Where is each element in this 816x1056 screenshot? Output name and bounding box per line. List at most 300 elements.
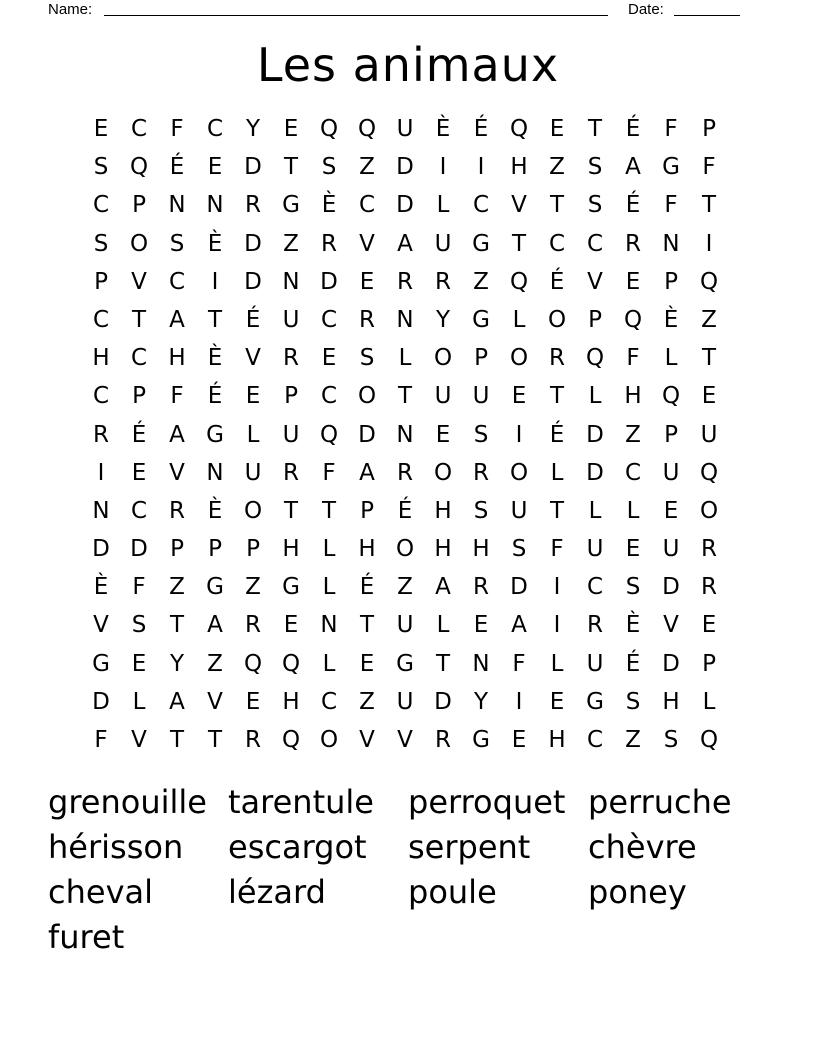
grid-cell: H [358,536,376,563]
grid-cell: H [662,688,680,715]
grid-cell: E [511,383,527,410]
grid-cell: O [509,345,529,372]
word-list-item: escargot [228,828,367,866]
grid-cell: D [244,268,262,295]
grid-cell: E [131,650,147,677]
grid-cell: S [131,612,147,639]
grid-cell: V [131,268,147,295]
grid-cell: A [435,574,451,601]
grid-cell: Z [625,421,641,448]
grid-cell: G [586,688,604,715]
grid-cell: É [131,421,147,448]
grid-cell: R [473,574,489,601]
grid-cell: E [511,727,527,753]
grid-row [82,110,728,148]
grid-cell: U [396,116,414,142]
grid-cell: L [322,650,336,677]
grid-cell: T [549,192,565,219]
grid-cell: L [322,536,336,563]
grid-cell: T [283,497,299,524]
grid-cell: U [282,306,300,333]
grid-cell: C [586,230,604,257]
grid-row [82,339,728,377]
grid-cell: L [664,345,678,372]
word-list-item: hérisson [48,828,184,866]
word-list-item: perroquet [408,783,566,821]
grid-cell: L [512,306,526,333]
grid-cell: S [93,230,109,257]
grid-cell: V [359,727,375,753]
grid-cell: R [435,727,451,753]
grid-cell: R [283,459,299,486]
grid-cell: È [435,116,451,142]
grid-cell: R [701,536,717,563]
grid-cell: F [512,650,526,677]
grid-cell: T [207,306,223,333]
grid-cell: I [705,230,713,257]
grid-row [82,225,728,263]
grid-cell: I [553,574,561,601]
grid-cell: U [396,612,414,639]
grid-cell: R [701,574,717,601]
grid-cell: Q [281,650,301,677]
grid-row [82,186,728,224]
grid-cell: G [206,421,224,448]
grid-cell: C [586,574,604,601]
grid-cell: T [549,383,565,410]
grid-cell: R [397,459,413,486]
grid-cell: P [284,383,298,410]
grid-cell: D [396,154,414,181]
grid-cell: S [473,497,489,524]
grid-cell: É [397,497,413,524]
grid-cell: Y [473,688,489,715]
grid-cell: I [211,268,219,295]
grid-cell: Q [129,154,149,181]
grid-cell: C [206,116,224,142]
grid-cell: É [245,306,261,333]
grid-row [82,530,728,568]
grid-cell: D [244,230,262,257]
letter-grid [82,110,728,759]
grid-cell: Z [549,154,565,181]
grid-cell: E [321,345,337,372]
grid-cell: É [473,116,489,142]
grid-cell: C [130,116,148,142]
grid-cell: E [245,688,261,715]
grid-cell: A [207,612,223,639]
grid-row [82,492,728,530]
grid-cell: È [207,230,223,257]
grid-cell: D [662,574,680,601]
grid-cell: A [359,459,375,486]
grid-cell: L [588,383,602,410]
grid-cell: Q [319,421,339,448]
grid-cell: E [359,650,375,677]
grid-cell: C [92,383,110,410]
grid-cell: C [358,192,376,219]
grid-cell: H [624,383,642,410]
grid-cell: Z [397,574,413,601]
grid-row [82,568,728,606]
grid-cell: D [586,459,604,486]
grid-cell: N [92,497,110,524]
grid-cell: F [322,459,336,486]
grid-cell: U [434,230,452,257]
grid-cell: F [626,345,640,372]
grid-cell: N [206,459,224,486]
date-label: Date: [628,1,664,18]
grid-row [82,683,728,721]
grid-cell: G [282,192,300,219]
grid-cell: È [207,345,223,372]
name-label: Name: [48,1,93,18]
grid-cell: O [319,727,339,753]
grid-cell: Q [623,306,643,333]
grid-cell: R [549,345,565,372]
grid-cell: F [170,383,184,410]
grid-cell: P [664,268,678,295]
grid-cell: C [586,727,604,753]
grid-cell: R [473,459,489,486]
grid-cell: L [132,688,146,715]
grid-cell: R [169,497,185,524]
grid-cell: I [477,154,485,181]
grid-row [82,148,728,186]
grid-cell: E [131,459,147,486]
grid-cell: U [662,459,680,486]
grid-cell: Z [473,268,489,295]
grid-cell: E [549,688,565,715]
grid-cell: V [663,612,679,639]
grid-cell: I [553,612,561,639]
grid-cell: L [550,459,564,486]
name-blank-line [104,15,608,16]
word-list-item: furet [48,918,125,956]
grid-cell: P [702,116,716,142]
grid-cell: H [168,345,186,372]
grid-cell: E [359,268,375,295]
grid-cell: E [473,612,489,639]
grid-cell: Z [359,688,375,715]
grid-cell: L [626,497,640,524]
grid-cell: V [93,612,109,639]
word-list-item: lézard [228,873,326,911]
grid-cell: N [282,268,300,295]
grid-cell: P [664,421,678,448]
word-list-item: serpent [408,828,531,866]
grid-cell: S [93,154,109,181]
grid-cell: P [132,192,146,219]
grid-cell: C [320,383,338,410]
grid-cell: T [701,192,717,219]
grid-cell: F [170,116,184,142]
grid-cell: É [359,574,375,601]
grid-cell: O [433,345,453,372]
grid-cell: H [510,154,528,181]
grid-cell: G [472,306,490,333]
grid-cell: T [435,650,451,677]
grid-cell: V [131,727,147,753]
grid-cell: L [322,574,336,601]
word-list-item: grenouille [48,783,207,821]
grid-cell: H [434,497,452,524]
grid-cell: L [436,192,450,219]
grid-cell: Z [245,574,261,601]
grid-cell: H [282,688,300,715]
grid-cell: I [439,154,447,181]
grid-cell: F [664,116,678,142]
grid-cell: S [511,536,527,563]
grid-cell: H [434,536,452,563]
grid-cell: N [168,192,186,219]
grid-cell: C [92,192,110,219]
grid-cell: C [472,192,490,219]
word-list [48,780,768,960]
grid-cell: S [625,574,641,601]
grid-cell: D [320,268,338,295]
grid-cell: I [515,688,523,715]
grid-cell: A [511,612,527,639]
grid-cell: R [283,345,299,372]
grid-cell: Z [625,727,641,753]
grid-cell: F [94,727,108,753]
grid-cell: P [246,536,260,563]
page-title: Les animaux [256,38,560,92]
grid-cell: R [397,268,413,295]
grid-cell: F [702,154,716,181]
grid-cell: N [320,612,338,639]
grid-cell: E [93,116,109,142]
grid-cell: Z [359,154,375,181]
grid-cell: Y [169,650,185,677]
grid-cell: D [244,154,262,181]
grid-cell: D [92,688,110,715]
grid-cell: A [169,688,185,715]
grid-cell: D [130,536,148,563]
grid-cell: T [131,306,147,333]
grid-cell: U [586,650,604,677]
grid-cell: F [664,192,678,219]
grid-cell: Q [243,650,263,677]
grid-cell: È [93,574,109,601]
word-list-item: poney [588,873,687,911]
grid-cell: Q [585,345,605,372]
grid-cell: P [702,650,716,677]
grid-cell: G [662,154,680,181]
grid-cell: É [625,650,641,677]
grid-cell: T [283,154,299,181]
grid-cell: S [587,154,603,181]
grid-cell: E [283,116,299,142]
grid-cell: U [396,688,414,715]
grid-cell: Q [509,116,529,142]
grid-cell: S [473,421,489,448]
grid-cell: O [509,459,529,486]
date-blank-line [674,15,740,16]
grid-cell: E [283,612,299,639]
grid-cell: E [435,421,451,448]
grid-cell: G [282,574,300,601]
grid-cell: Z [169,574,185,601]
grid-cell: Z [283,230,299,257]
grid-cell: L [702,688,716,715]
grid-cell: Q [319,116,339,142]
grid-cell: A [169,306,185,333]
grid-cell: P [208,536,222,563]
grid-cell: R [359,306,375,333]
grid-cell: R [587,612,603,639]
grid-cell: R [435,268,451,295]
grid-cell: V [587,268,603,295]
grid-cell: H [92,345,110,372]
grid-cell: D [662,650,680,677]
grid-cell: C [320,306,338,333]
grid-cell: U [510,497,528,524]
grid-cell: L [398,345,412,372]
grid-cell: Z [207,650,223,677]
grid-cell: O [395,536,415,563]
grid-cell: S [169,230,185,257]
grid-cell: P [132,383,146,410]
grid-cell: G [472,727,490,753]
grid-cell: R [625,230,641,257]
grid-cell: F [550,536,564,563]
grid-cell: N [396,306,414,333]
grid-cell: D [358,421,376,448]
grid-cell: O [129,230,149,257]
grid-cell: E [701,612,717,639]
grid-cell: D [434,688,452,715]
grid-cell: D [586,421,604,448]
word-list-item: poule [408,873,497,911]
grid-cell: E [245,383,261,410]
grid-row [82,263,728,301]
grid-cell: V [245,345,261,372]
grid-cell: E [549,116,565,142]
grid-cell: É [207,383,223,410]
grid-cell: C [548,230,566,257]
grid-cell: C [130,345,148,372]
grid-cell: S [321,154,337,181]
header [0,0,816,20]
grid-cell: Q [699,268,719,295]
grid-cell: L [246,421,260,448]
grid-cell: A [397,230,413,257]
grid-cell: Z [701,306,717,333]
grid-cell: T [549,497,565,524]
grid-cell: É [169,154,185,181]
grid-cell: E [207,154,223,181]
grid-cell: L [550,650,564,677]
grid-cell: T [587,116,603,142]
grid-row [82,416,728,454]
grid-cell: F [132,574,146,601]
grid-cell: E [701,383,717,410]
grid-cell: Y [435,306,451,333]
grid-cell: T [169,612,185,639]
grid-cell: I [515,421,523,448]
grid-cell: É [549,421,565,448]
grid-cell: O [243,497,263,524]
grid-cell: P [474,345,488,372]
grid-cell: Q [357,116,377,142]
grid-cell: G [472,230,490,257]
grid-cell: U [586,536,604,563]
grid-cell: V [359,230,375,257]
grid-cell: Q [699,727,719,753]
grid-cell: C [92,306,110,333]
grid-cell: Q [509,268,529,295]
grid-cell: D [92,536,110,563]
grid-cell: P [360,497,374,524]
grid-cell: S [359,345,375,372]
grid-cell: V [397,727,413,753]
grid-cell: È [625,612,641,639]
grid-cell: L [588,497,602,524]
grid-cell: E [625,268,641,295]
grid-cell: D [396,192,414,219]
grid-cell: È [663,306,679,333]
grid-cell: L [436,612,450,639]
grid-cell: E [663,497,679,524]
grid-cell: C [624,459,642,486]
grid-row [82,454,728,492]
grid-cell: G [206,574,224,601]
grid-cell: H [548,727,566,753]
grid-row [82,606,728,644]
grid-cell: T [397,383,413,410]
grid-cell: S [587,192,603,219]
grid-cell: A [169,421,185,448]
grid-cell: G [92,650,110,677]
grid-cell: S [663,727,679,753]
grid-cell: O [433,459,453,486]
grid-cell: R [245,192,261,219]
grid-row [82,301,728,339]
grid-cell: R [245,727,261,753]
grid-cell: T [207,727,223,753]
grid-cell: C [130,497,148,524]
grid-cell: N [472,650,490,677]
grid-cell: R [321,230,337,257]
grid-cell: C [168,268,186,295]
grid-cell: N [662,230,680,257]
grid-cell: O [547,306,567,333]
grid-cell: H [282,536,300,563]
grid-cell: U [434,383,452,410]
grid-cell: C [320,688,338,715]
grid-cell: U [282,421,300,448]
grid-cell: T [169,727,185,753]
grid-cell: O [357,383,377,410]
grid-cell: V [207,688,223,715]
grid-cell: T [701,345,717,372]
grid-cell: H [472,536,490,563]
grid-row [82,645,728,683]
grid-cell: T [359,612,375,639]
grid-cell: I [97,459,105,486]
grid-cell: G [396,650,414,677]
grid-cell: E [625,536,641,563]
grid-cell: U [244,459,262,486]
word-list-item: perruche [588,783,732,821]
grid-cell: R [93,421,109,448]
grid-cell: Q [661,383,681,410]
grid-cell: U [700,421,718,448]
grid-cell: A [625,154,641,181]
grid-cell: R [245,612,261,639]
